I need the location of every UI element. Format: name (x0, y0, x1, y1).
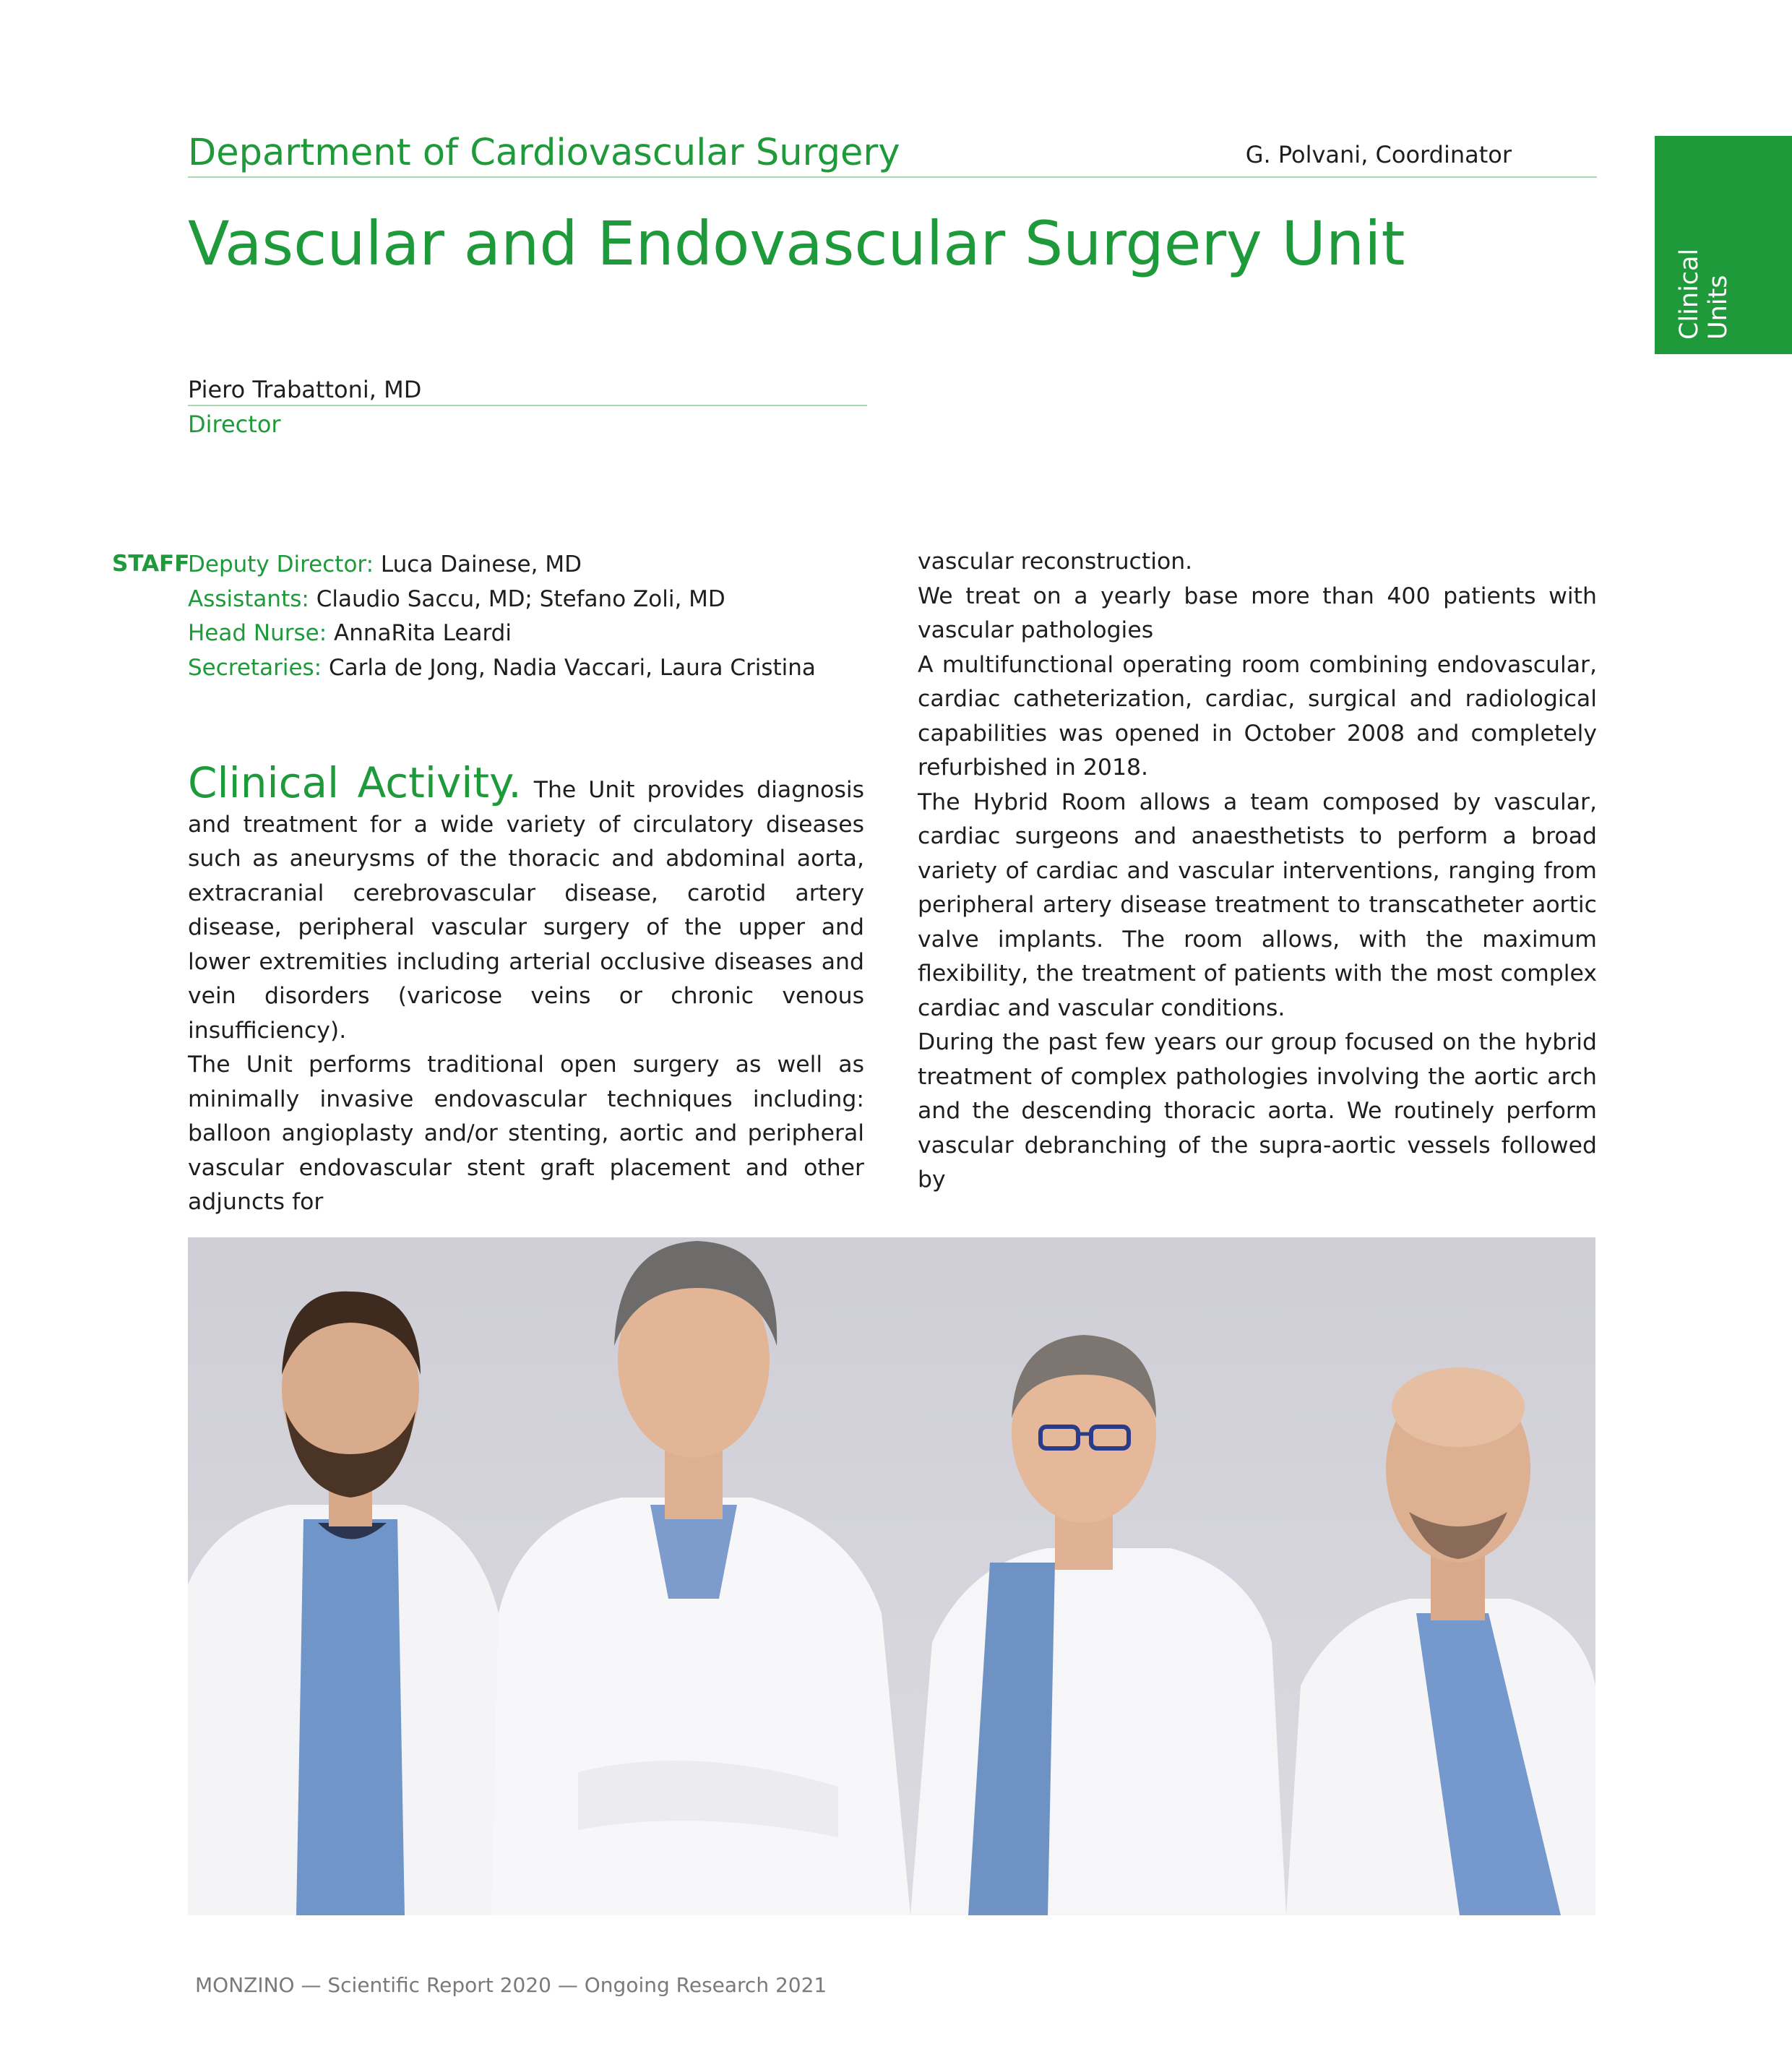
body-paragraph: We treat on a yearly base more than 400 patients with vascular pathologies (918, 583, 1597, 643)
body-paragraph (188, 758, 865, 1048)
staff-names: Luca Dainese, MD (380, 551, 582, 577)
section-heading: Clinical Activity. (188, 758, 522, 807)
section-tab-line1: Clinical (1675, 248, 1704, 340)
staff-row (188, 617, 816, 651)
section-tab-line2: Units (1704, 275, 1733, 340)
staff-names: AnnaRita Leardi (334, 620, 512, 646)
body-paragraph: The Hybrid Room allows a team composed by vascular, cardiac surgeons and anaesthetists to perform a broad variety of cardiac and vascular interventions, ranging from peripheral artery disease treatment to transcatheter aortic valve implants. The room allows, with the maximum flexibility, the treatment of patients with the most complex cardiac and vascular conditions. (918, 789, 1597, 1021)
team-photo (188, 1237, 1595, 1915)
staff-label: STAFF (112, 551, 190, 577)
director-name: Piero Trabattoni, MD (188, 376, 422, 403)
body-column-left (188, 758, 865, 1220)
staff-role: Deputy Director: (188, 551, 374, 577)
paragraph-text: The Unit provides diagnosis and treatment for a wide variety of circulatory diseases such as aneurysms of the thoracic and abdominal aorta, extracranial cerebrovascular disease, carotid artery disease, peripheral vascular surgery of the upper and lower extremities including arterial occlusive diseases and vein disorders (varicose veins or chronic venous insufficiency). (188, 777, 865, 1044)
body-paragraph: vascular reconstruction. (918, 549, 1193, 575)
staff-role: Assistants: (188, 585, 309, 612)
body-paragraph: During the past few years our group focused on the hybrid treatment of complex pathologies involving the aortic arch and the descending thoracic aorta. We routinely perform vascular debranching of the supra-aortic vessels followed by (918, 1029, 1597, 1193)
body-column-right (918, 545, 1597, 1198)
section-tab-label (1675, 239, 1733, 340)
director-role: Director (188, 411, 281, 438)
staff-list (188, 548, 816, 685)
staff-row (188, 583, 816, 617)
page-title: Vascular and Endovascular Surgery Unit (188, 208, 1405, 279)
director-divider (188, 405, 867, 406)
header-divider (188, 176, 1597, 178)
department-title: Department of Cardiovascular Surgery (188, 132, 900, 174)
body-paragraph: A multifunctional operating room combining endovascular, cardiac catheterization, cardiac, surgical and radiological capabilities was opened in October 2008 and completely refurbished in 2018. (918, 651, 1597, 781)
page-footer: MONZINO — Scientific Report 2020 — Ongoing Research 2021 (195, 1973, 827, 1997)
team-photo-illustration (188, 1237, 1595, 1915)
staff-names: Carla de Jong, Nadia Vaccari, Laura Cristina (328, 654, 816, 681)
coordinator-label: G. Polvani, Coordinator (1245, 141, 1512, 168)
staff-names: Claudio Saccu, MD; Stefano Zoli, MD (316, 585, 725, 612)
staff-row (188, 651, 816, 686)
body-paragraph: The Unit performs traditional open surgery as well as minimally invasive endovascular techniques including: balloon angioplasty and/or stenting, aortic and peripheral vascular endovascular stent graft placement and other adjuncts for (188, 1052, 864, 1215)
staff-role: Secretaries: (188, 654, 322, 681)
staff-role: Head Nurse: (188, 620, 327, 646)
staff-row (188, 548, 816, 583)
